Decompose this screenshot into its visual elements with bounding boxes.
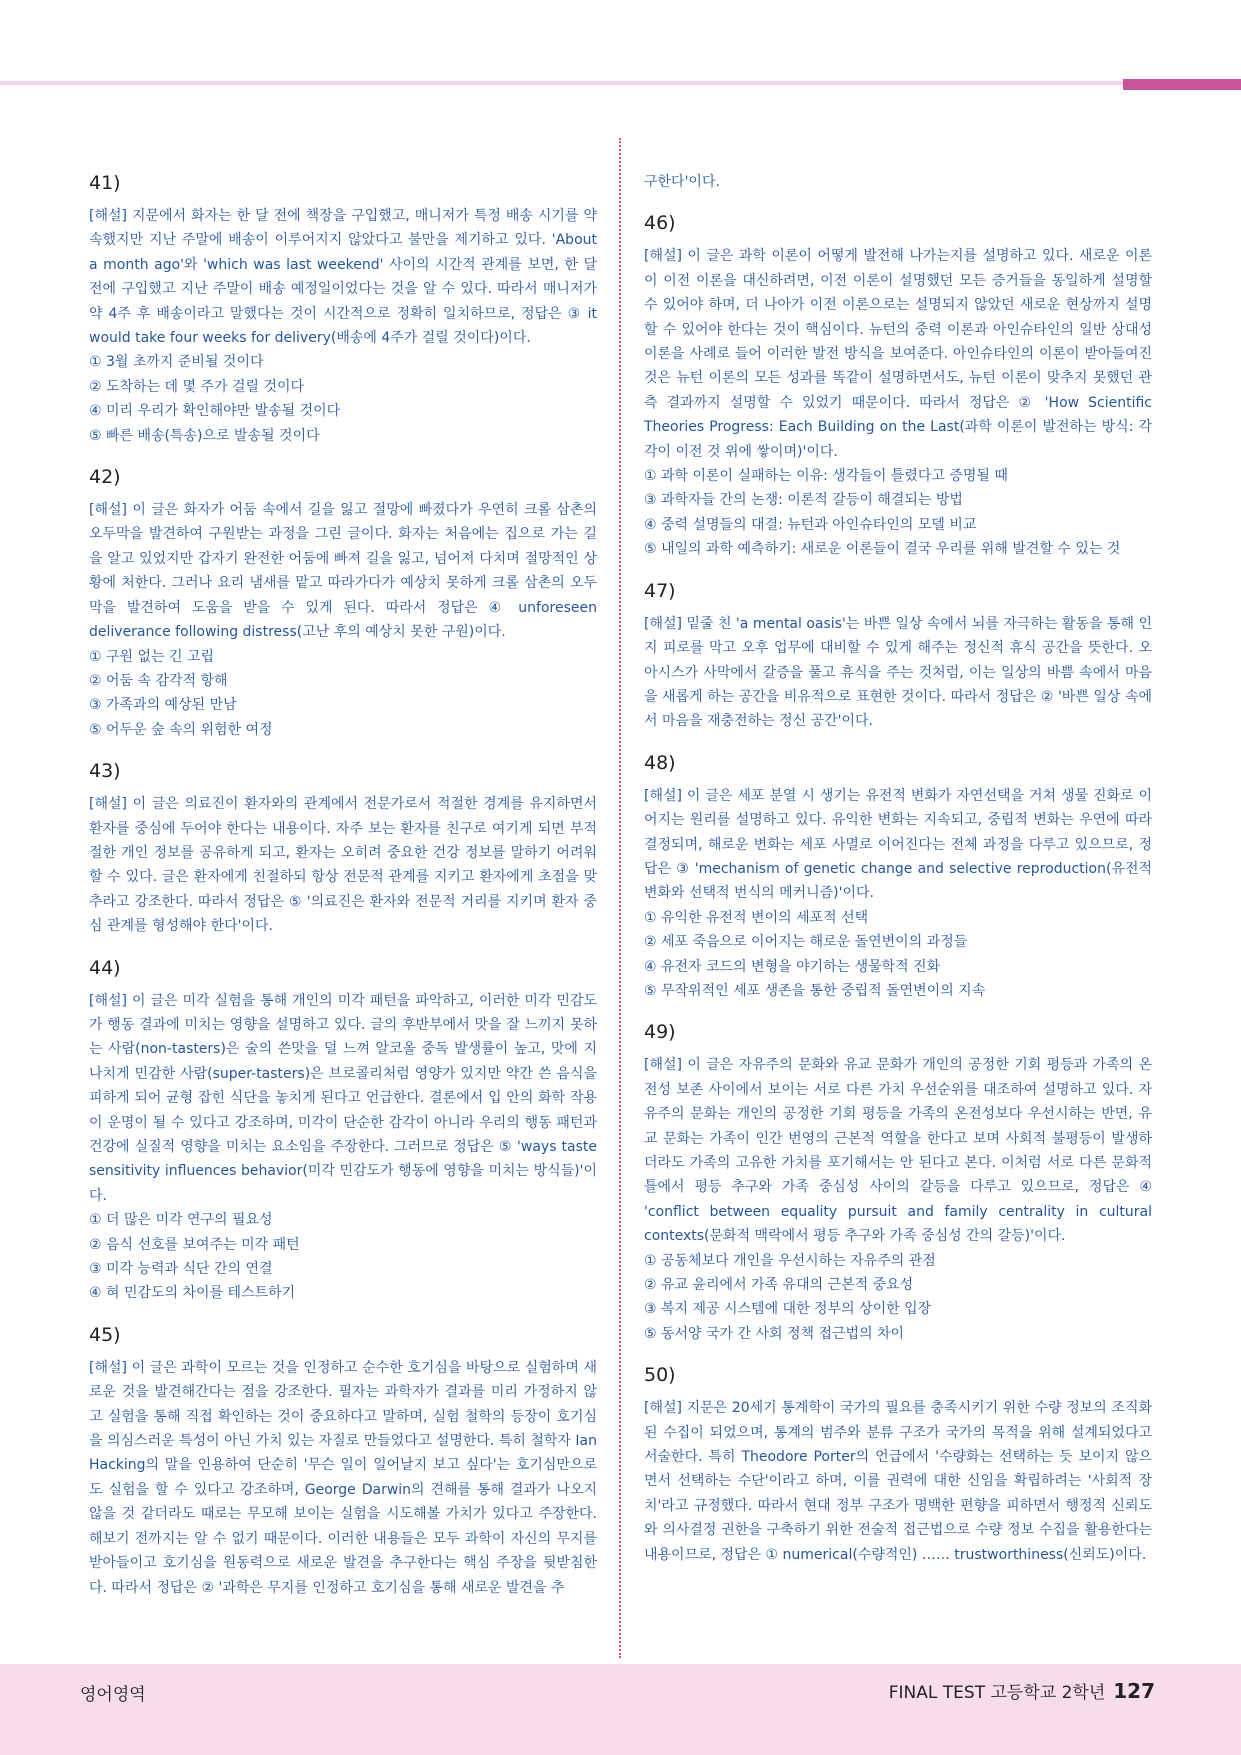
question-number: 44): [89, 956, 121, 979]
question-number: 46): [644, 212, 676, 235]
option-translation: ⑤ 어두운 숲 속의 위험한 여정: [89, 721, 273, 738]
answer-block: [89, 172, 597, 448]
option-translation: ① 과학 이론이 실패하는 이유: 생각들이 틀렸다고 증명될 때: [644, 468, 1008, 485]
option-translation: ① 구원 없는 긴 고립: [89, 648, 215, 665]
option-translation: ② 세포 죽음으로 이어지는 해로운 돌연변이의 과정들: [644, 934, 968, 951]
option-translation: ③ 가족과의 예상된 만남: [89, 697, 237, 714]
option-translation: ④ 중력 설명들의 대결: 뉴턴과 아인슈타인의 모델 비교: [644, 516, 977, 533]
option-translation: ① 유익한 유전적 변이의 세포적 선택: [644, 909, 869, 926]
question-number: 42): [89, 466, 121, 489]
explanation-text: [해설] 밑줄 친 'a mental oasis'는 바쁜 일상 속에서 뇌를 자극하는 활동을 통해 인지 피로를 막고 오후 업무에 대비할 수 있게 해주는 정신적 휴식 공간을 뜻한다. 오아시스가 사막에서 갈증을 풀고 휴식을 주는 것처럼, 이는 일상의 바쁨 속에서 마음을 새롭게 하는 공간을 비유적으로 표현한 것이다. 따라서 정답은 ② '바쁜 일상 속에서 마음을 재충전하는 정신 공간'이다.: [644, 615, 1152, 730]
page-footer: [0, 1664, 1241, 1755]
question-number: 45): [89, 1323, 121, 1346]
option-translation: ① 더 많은 미각 연구의 필요성: [89, 1212, 273, 1229]
answer-block: [89, 1324, 597, 1600]
answer-block: [89, 957, 597, 1306]
explanation-text: [해설] 이 글은 과학이 모르는 것을 인정하고 순수한 호기심을 바탕으로 실험하며 새로운 것을 발견해간다는 점을 강조한다. 필자는 과학자가 결과를 미리 가정하지 않고 실험을 통해 직접 확인하는 것이 중요하다고 말하며, 실험 철학의 등장이 호기심을 의심스러운 특성이 아닌 가치 있는 자질로 만들었다고 설명한다. 특히 철학자 Ian Hacking의 말을 인용하여 단순히 '무슨 일이 일어날지 보고 싶다'는 호기심만으로도 실험을 할 수 있다고 강조하며, George Darwin의 견해를 통해 결과가 나오지 않을 것 같더라도 때로는 무모해 보이는 실험을 시도해볼 가치가 있다고 주장한다. 해보기 전까지는 알 수 없기 때문이다. 이러한 내용들은 모두 과학이 자신의 무지를 받아들이고 호기심을 원동력으로 새로운 발견을 추구한다는 핵심 주장을 뒷받침한다. 따라서 정답은 ② '과학은 무지를 인정하고 호기심을 통해 새로운 발견을 추: [89, 1359, 597, 1596]
option-translation: ④ 유전자 코드의 변형을 야기하는 생물학적 진화: [644, 958, 941, 975]
option-translation: ② 음식 선호를 보여주는 미각 패턴: [89, 1236, 300, 1253]
option-translation: ③ 복지 제공 시스템에 대한 정부의 상이한 입장: [644, 1301, 932, 1318]
answer-block: [644, 752, 1152, 1004]
footer-test-info: [889, 1678, 1155, 1703]
footer-test-title: FINAL TEST 고등학교 2학년: [888, 1683, 1106, 1703]
left-column: [89, 172, 597, 1600]
question-number: 43): [89, 760, 121, 783]
right-column: [644, 170, 1152, 1567]
option-translation: ⑤ 내일의 과학 예측하기: 새로운 이론들이 결국 우리를 위해 발견할 수 있는 것: [644, 541, 1121, 558]
answer-block: [644, 1364, 1152, 1567]
answer-block: [89, 466, 597, 742]
explanation-text: [해설] 지문에서 화자는 한 달 전에 책장을 구입했고, 매니저가 특정 배송 시기를 약속했지만 지난 주말에 배송이 이루어지지 않았다고 불만을 제기하고 있다. 'About a month ago'와 'which was last weekend' 사이의 시간적 관계를 보면, 한 달 전에 구입했고 지난 주말이 배송 예정일이었다는 것을 알 수 있다. 따라서 매니저가 약 4주 후 배송이라고 말했다는 것이 시간적으로 정확히 일치하므로, 정답은 ③ it would take four weeks for delivery(배송에 4주가 걸릴 것이다)이다.: [89, 208, 597, 347]
explanation-text: [해설] 이 글은 미각 실험을 통해 개인의 미각 패턴을 파악하고, 이러한 미각 민감도가 행동 결과에 미치는 영향을 설명하고 있다. 글의 후반부에서 맛을 잘 느끼지 못하는 사람(non-tasters)은 술의 쓴맛을 덜 느껴 알코올 중독 발생률이 높고, 맛에 지나치게 민감한 사람(super-tasters)은 브로콜리처럼 영양가 있지만 약간 쓴 음식을 피하게 되어 균형 잡힌 식단을 놓치게 된다고 언급한다. 결론에서 입 안의 화학 작용이 운명이 될 수 있다고 강조하며, 미각이 단순한 감각이 아니라 우리의 행동 패턴과 건강에 실질적 영향을 미치는 요소임을 주장한다. 그러므로 정답은 ⑤ 'ways taste sensitivity influences behavior(미각 민감도가 행동에 영향을 미치는 방식들)'이다.: [89, 992, 597, 1204]
explanation-text: [해설] 이 글은 자유주의 문화와 유교 문화가 개인의 공정한 기회 평등과 가족의 온전성 보존 사이에서 보이는 서로 다른 가치 우선순위를 대조하여 설명하고 있다. 자유주의 문화는 개인의 공정한 기회 평등을 가족의 온전성보다 우선시하는 반면, 유교 문화는 가족이 인간 번영의 근본적 역할을 한다고 보며 사회적 불평등이 발생하더라도 가족의 고유한 가치를 포기해서는 안 된다고 본다. 이처럼 서로 다른 문화적 틀에서 평등 추구와 가족 중심성 사이의 갈등을 다루고 있으므로, 정답은 ④ 'conflict between equality pursuit and family centrality in cultural contexts(문화적 맥락에서 평등 추구와 가족 중심성 간의 갈등)'이다.: [644, 1057, 1152, 1245]
option-translation: ② 어둠 속 감각적 항해: [89, 672, 228, 689]
option-translation: ④ 미리 우리가 확인해야만 발송될 것이다: [89, 403, 341, 420]
option-translation: ⑤ 빠른 배송(특송)으로 발송될 것이다: [89, 427, 320, 444]
option-translation: ② 유교 윤리에서 가족 유대의 근본적 중요성: [644, 1277, 914, 1294]
option-translation: ④ 혀 민감도의 차이를 테스트하기: [89, 1285, 296, 1302]
question-number: 41): [89, 172, 121, 194]
option-translation: ⑤ 무작위적인 세포 생존을 통한 중립적 돌연변이의 지속: [644, 982, 986, 999]
question-number: 50): [644, 1364, 676, 1387]
top-accent-bar: [1123, 79, 1241, 90]
page-number: 127: [1113, 1679, 1155, 1703]
explanation-text: [해설] 이 글은 과학 이론이 어떻게 발전해 나가는지를 설명하고 있다. 새로운 이론이 이전 이론을 대신하려면, 이전 이론이 설명했던 모든 증거들을 동일하게 설명할 수 있어야 하며, 더 나아가 이전 이론으로는 설명되지 않았던 새로운 현상까지 설명할 수 있어야 한다는 것이 핵심이다. 뉴턴의 중력 이론과 아인슈타인의 일반 상대성 이론을 사례로 들어 이러한 발전 방식을 보여준다. 아인슈타인의 이론이 받아들여진 것은 뉴턴 이론의 모든 성과를 똑같이 설명하면서도, 뉴턴 이론이 맞추지 못했던 관측 결과까지 설명할 수 있었기 때문이다. 따라서 정답은 ② 'How Scientific Theories Progress: Each Building on the Last(과학 이론이 발전하는 방식: 각각이 이전 것 위에 쌓이며)'이다.: [644, 248, 1152, 460]
explanation-text: [해설] 이 글은 화자가 어둠 속에서 길을 잃고 절망에 빠졌다가 우연히 크롤 삼촌의 오두막을 발견하여 구원받는 과정을 그린 글이다. 화자는 처음에는 집으로 가는 길을 알고 있었지만 갑자기 완전한 어둠에 빠져 길을 잃고, 넘어져 다치며 절망적인 상황에 처한다. 그러나 요리 냄새를 맡고 따라가다가 예상치 못하게 크롤 삼촌의 오두막을 발견하여 도움을 받을 수 있게 된다. 따라서 정답은 ④ unforeseen deliverance following distress(고난 후의 예상치 못한 구원)이다.: [89, 502, 597, 641]
option-translation: ② 도착하는 데 몇 주가 걸릴 것이다: [89, 378, 305, 395]
answer-block: [644, 580, 1152, 734]
explanation-text: 구한다'이다.: [644, 174, 720, 190]
question-number: 47): [644, 579, 676, 602]
option-translation: ⑤ 동서양 국가 간 사회 정책 접근법의 차이: [644, 1325, 905, 1342]
explanation-text: [해설] 지문은 20세기 통계학이 국가의 필요를 충족시키기 위한 수량 정보의 조직화된 수집이 되었으며, 통계의 범주와 분류 구조가 국가의 목적을 위해 설계되었다고 서술한다. 특히 Theodore Porter의 언급에서 '수량화는 선택하는 듯 보이지 않으면서 선택하는 수단'이라고 하며, 이를 권력에 대한 신임을 확립하려는 '사회적 장치'라고 규정했다. 따라서 현대 정부 구조가 명백한 편향을 피하면서 행정적 신뢰도와 의사결정 권한을 구축하기 위한 전술적 접근법으로 수량 정보 수집을 활용한다는 내용이므로, 정답은 ① numerical(수량적인) …… trustworthiness(신뢰도)이다.: [644, 1400, 1152, 1563]
answer-block: [644, 170, 1152, 194]
answer-block: [644, 1021, 1152, 1346]
footer-subject: 영어영역: [80, 1685, 146, 1705]
answer-block: [644, 212, 1152, 561]
explanation-text: [해설] 이 글은 의료진이 환자와의 관계에서 전문가로서 적절한 경계를 유지하면서 환자를 중심에 두어야 한다는 내용이다. 자주 보는 환자를 친구로 여기게 되면 부적절한 개인 정보를 공유하게 되고, 환자는 오히려 중요한 건강 정보를 말하기 어려워할 수 있다. 글은 환자에게 친절하되 항상 전문적 관계를 지키고 환자에게 초점을 맞추라고 강조한다. 따라서 정답은 ⑤ '의료진은 환자와 전문적 거리를 지키며 환자 중심 관계를 형성해야 한다'이다.: [89, 796, 597, 935]
option-translation: ① 3월 초까지 준비될 것이다: [89, 354, 264, 371]
top-rule: [0, 81, 1241, 85]
column-divider: [619, 138, 621, 1658]
option-translation: ③ 과학자들 간의 논쟁: 이론적 갈등이 해결되는 방법: [644, 492, 963, 509]
explanation-text: [해설] 이 글은 세포 분열 시 생기는 유전적 변화가 자연선택을 거쳐 생물 진화로 이어지는 원리를 설명하고 있다. 유익한 변화는 지속되고, 중립적 변화는 우연에 따라 결정되며, 해로운 변화는 세포 사멸로 이어진다는 전체 과정을 다루고 있으므로, 정답은 ③ 'mechanism of genetic change and selective reproduction(유전적 변화와 선택적 번식의 메커니즘)'이다.: [644, 787, 1152, 902]
question-number: 48): [644, 751, 676, 774]
option-translation: ① 공동체보다 개인을 우선시하는 자유주의 관점: [644, 1252, 936, 1269]
answer-block: [89, 760, 597, 938]
option-translation: ③ 미각 능력과 식단 간의 연결: [89, 1261, 273, 1278]
question-number: 49): [644, 1021, 676, 1044]
